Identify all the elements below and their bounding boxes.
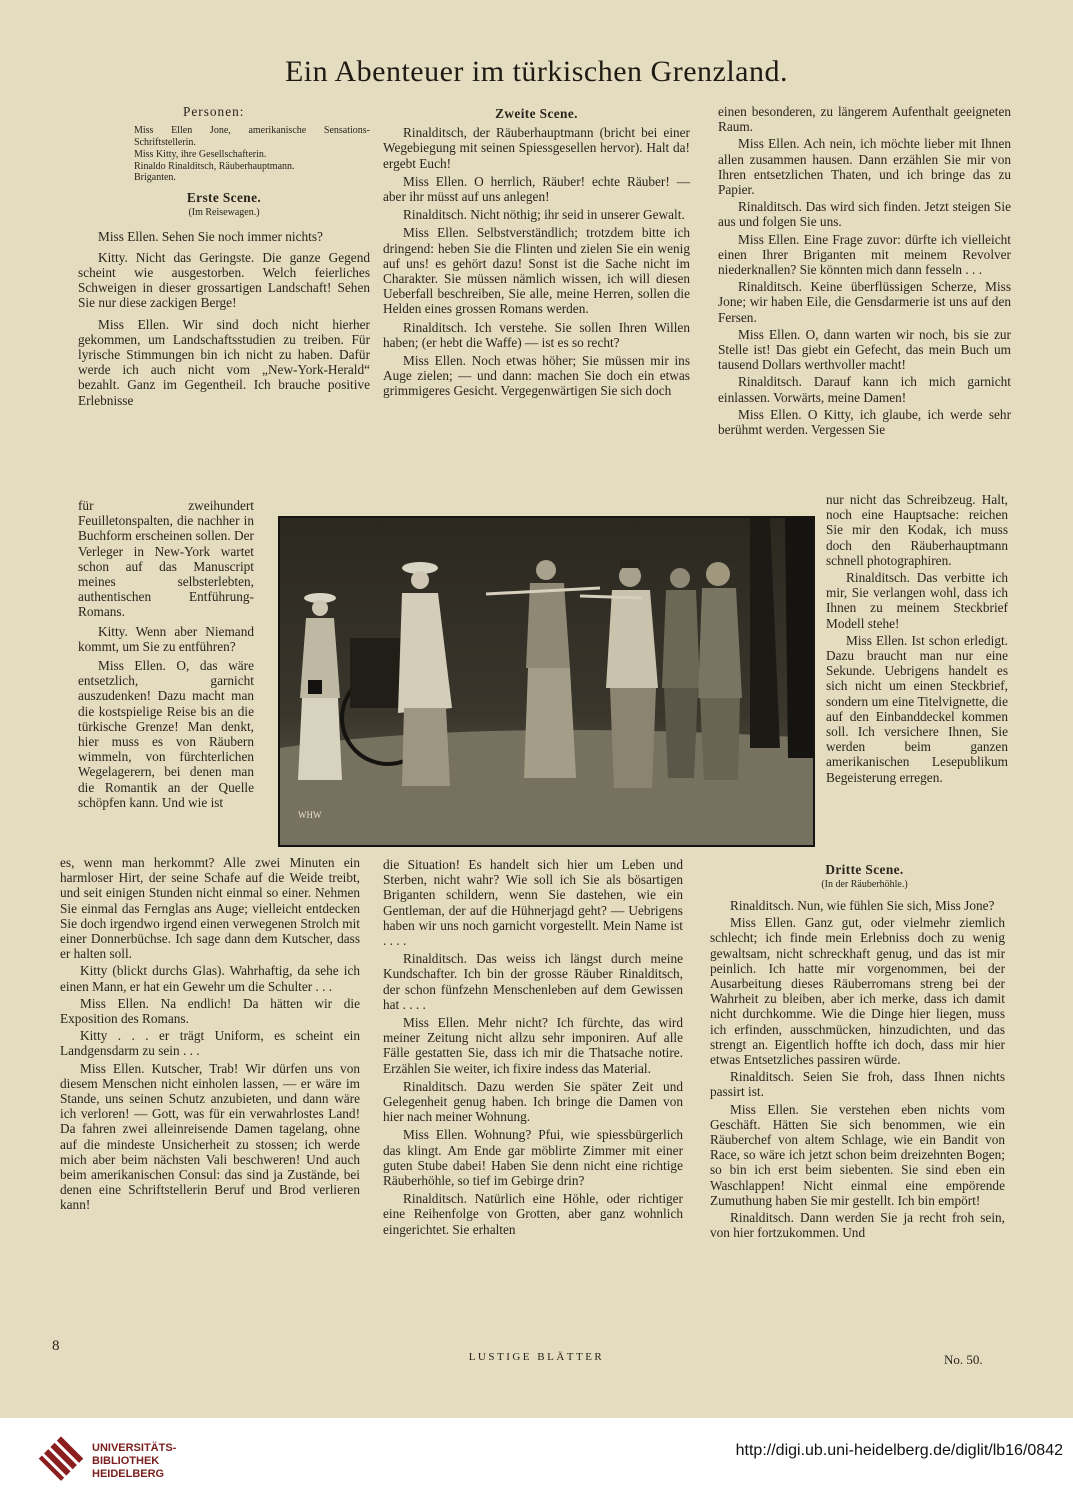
dialogue-paragraph: die Situation! Es handelt sich hier um Leben und Sterben, nicht wahr? Wie soll ich Sie als bösartigen Briganten schildern, wenn Sie dastehen, wie ein Gentleman, der auf die Hühnerjagd geht? — Uebrigens haben wir uns noch garnicht vorgestellt. Mein Name ist . . . . <box>383 857 683 949</box>
stage-direction: Rinalditsch, der Räuberhauptmann (bricht bei einer Wegebiegung mit seinen Spiessgesellen hervor). Halt da! ergebt Euch! <box>383 125 690 171</box>
page-number: 8 <box>52 1338 60 1354</box>
cast-item: Miss Ellen Jone, amerikanische Sensations-Schriftstellerin. <box>134 125 370 148</box>
scene-2-heading: Zweite Scene. <box>495 106 578 121</box>
column-2-bottom <box>383 857 683 1237</box>
dialogue-paragraph: Miss Ellen. Wir sind doch nicht hierher gekommen, um Landschaftsstudien zu treiben. Für lyrische Stimmungen bin ich nicht zu haben. Dafür werde ich auch nicht vom „New-York-Herald“ bezahlt. Ganz im Gegentheil. Ich brauche positive Erlebnisse <box>78 316 370 408</box>
figure-brigand-3 <box>698 562 742 780</box>
dialogue-paragraph: Miss Ellen. Sehen Sie noch immer nichts? <box>98 228 323 244</box>
dialogue-paragraph: Kitty. Nicht das Geringste. Die ganze Gegend scheint wie ausgestorben. Welch feierliches Schweigen in dieser grossartigen Landschaft! Sehen Sie nur diese zackigen Berge! <box>78 249 370 311</box>
dialogue-paragraph: Kitty . . . er trägt Uniform, es scheint ein Landgensdarm zu sein . . . <box>60 1028 360 1059</box>
dialogue-paragraph: Miss Ellen. Ach nein, ich möchte lieber mit Ihnen allen zusammen hausen. Dann erzählen Sie mir von Ihren entsetzlichen Thaten, und ich bringe das zu Papier. <box>718 136 1011 198</box>
dialogue-paragraph: Miss Ellen. O herrlich, Räuber! echte Räuber! — aber ihr müsst auf uns anlegen! <box>383 173 690 205</box>
dialogue-paragraph: Rinalditsch. Nun, wie fühlen Sie sich, Miss Jone? <box>730 898 995 913</box>
column-3-top <box>718 104 1011 437</box>
dialogue-paragraph: für zweihundert Feuilletonspalten, die nachher in Buchform erscheinen sollen. Der Verleger in New-York wartet schon auf das Manuscript meines selbsterlebten, authentischen Entführung-Romans. <box>78 498 254 620</box>
column-3-bottom <box>710 898 1005 1240</box>
scene-3-direction: (In der Räuberhöhle.) <box>821 879 908 891</box>
dialogue-paragraph: Miss Ellen. Eine Frage zuvor: dürfte ich vielleicht einen Ihrer Briganten mit meinem Revolver niederknallen? Sie könnten mich dann fesseln . . . <box>718 231 1011 278</box>
dialogue-paragraph: Rinalditsch. Das weiss ich längst durch meine Kundschafter. Ich bin der grosse Räuber Rinalditsch, der schon fünfzehn Menschenleben auf dem Gewissen hat . . . . <box>383 951 683 1012</box>
dialogue-paragraph: Kitty. Wenn aber Niemand kommt, um Sie zu entführen? <box>78 623 254 654</box>
scene-1-heading: Erste Scene. <box>186 190 262 206</box>
column-1-bottom <box>60 855 360 1213</box>
dialogue-paragraph: Rinalditsch. Dann werden Sie ja recht froh sein, von hier fortzukommen. Und <box>710 1210 1005 1241</box>
library-line-2: BIBLIOTHEK <box>92 1455 160 1467</box>
column-2-top <box>383 106 690 399</box>
illustration-brigands <box>278 516 815 847</box>
illustration-drawing <box>280 518 813 845</box>
dialogue-paragraph: Rinalditsch. Natürlich eine Höhle, oder richtiger eine Reihenfolge von Grotten, aber ganz wohnlich eingerichtet. Sie erhalten <box>383 1191 683 1237</box>
library-line-1: UNIVERSITÄTS- <box>92 1442 177 1454</box>
dialogue-paragraph: Miss Ellen. Na endlich! Da hätten wir die Exposition des Romans. <box>60 995 360 1027</box>
dialogue-paragraph: Rinalditsch. Darauf kann ich mich garnicht einlassen. Vorwärts, meine Damen! <box>718 374 1011 405</box>
dialogue-paragraph: Miss Ellen. Kutscher, Trab! Wir dürfen uns von diesem Menschen nicht einholen lassen, — er wäre im Stande, uns seinen Schutz anzubieten, und dann wäre ich verloren! — Gott, was für ein verwahrlostes Land! Da fahren zwei alleinreisende Damen tagelang, ohne auf die mindeste Unsicherheit zu stossen; ich werde mich aber beim nächsten Vali beschweren! Und auch beim amerikanischen Consul: das sind ja Zustände, bei denen eine Schriftstellerin Beruf und Brod verlieren kann! <box>60 1060 360 1213</box>
dialogue-paragraph: Miss Ellen. O, dann warten wir noch, bis sie zur Stelle ist! Das giebt ein Gefecht, das mein Buch um tausend Dollars werthvoller macht! <box>718 326 1011 373</box>
personen-heading: Personen: <box>183 104 245 119</box>
column-1-top <box>78 104 370 408</box>
library-name <box>92 1442 176 1481</box>
dialogue-paragraph: Miss Ellen. O Kitty, ich glaube, ich werde sehr berühmt werden. Vergessen Sie <box>718 406 1011 438</box>
dialogue-paragraph: Rinalditsch. Dazu werden Sie später Zeit und Gelegenheit genug haben. Ich bringe die Damen von hier nach meiner Wohnung. <box>383 1078 683 1125</box>
dialogue-paragraph: Kitty (blickt durchs Glas). Wahrhaftig, da sehe ich einen Mann, er hat ein Gewehr um die Schulter . . . <box>60 963 360 994</box>
article-title: Ein Abenteuer im türkischen Grenzland. <box>284 55 788 88</box>
dialogue-paragraph: Miss Ellen. Ist schon erledigt. Dazu braucht man nur eine Sekunde. Uebrigens handelt es sich nicht um einen Steckbrief, sondern um eine Titelvignette, die auf den Einbanddeckel kommen soll. Ich versichere Ihnen, Sie werden beim ganzen amerikanischen Lesepublikum Begeisterung erregen. <box>826 632 1008 785</box>
illustration-signature: WHW <box>298 810 322 820</box>
magazine-name: LUSTIGE BLÄTTER <box>468 1351 605 1363</box>
scene-3-heading: Dritte Scene. <box>825 862 904 877</box>
dialogue-paragraph: Miss Ellen. Ganz gut, oder vielmehr ziemlich schlecht; ich finde mein Erlebniss doch zu wenig gewaltsam, nicht schreckhaft genug, und das ist mir peinlich. Ich hatte mir vorgenommen, bei der Ausarbeitung dieses Räuberromans streng bei der Wahrheit zu bleiben, aber ich merke, dass ich damit nicht durchkomme. Wie die Dinge hier liegen, muss ich erfinden, ausschmücken, hinzudichten, und das strengt an. Eigentlich hoffte ich doch, dass mir hier etwas Entsetzliches passiren würde. <box>710 915 1005 1068</box>
dialogue-paragraph: Miss Ellen. Mehr nicht? Ich fürchte, das wird meiner Zeitung nicht allzu sehr imponiren. Auf alle Fälle gestatten Sie, dass ich mir die Thatsache notire. Erzählen Sie weiter, ich fixire indess das Material. <box>383 1015 683 1076</box>
dialogue-paragraph: es, wenn man herkommt? Alle zwei Minuten ein harmloser Hirt, der seine Schafe auf die Weide treibt, und seit einigen Stunden nicht einmal so einer. Nehmen Sie einmal das Fernglas ans Auge; vielleicht entdecken Sie doch irgendwo irgend einen verwegenen Strolch mit einer Donnerbüchse. Ich sage dann dem Kutscher, dass er halten soll. <box>60 855 360 962</box>
university-logo-icon <box>36 1434 86 1484</box>
dialogue-paragraph: Rinalditsch. Keine überflüssigen Scherze, Miss Jone; wir haben Eile, die Gensdarmerie ist uns auf den Fersen. <box>718 279 1011 325</box>
dialogue-paragraph: Rinalditsch. Ich verstehe. Sie sollen Ihren Willen haben; (er hebt die Waffe) — ist es so recht? <box>383 319 690 350</box>
column-3-narrow <box>826 492 1008 785</box>
library-line-3: HEIDELBERG <box>92 1468 165 1480</box>
dialogue-paragraph: Miss Ellen. Sie verstehen eben nichts vom Geschäft. Hätten Sie sich benommen, wie ein Räuberchef von altem Schlage, wie ein Bandit von Race, so wäre ich jetzt schon beim dreizehnten Bogen; so bin ich erst beim siebenten. Sie sind eben ein Waschlappen! Nicht einmal eine empörende Zumuthung haben Sie mir gestellt. Ich bin empört! <box>710 1101 1005 1208</box>
dialogue-paragraph: Rinalditsch. Das wird sich finden. Jetzt steigen Sie aus und folgen Sie uns. <box>718 199 1011 230</box>
figure-brigand-2 <box>662 568 700 778</box>
dialogue-paragraph: Rinalditsch. Seien Sie froh, dass Ihnen nichts passirt ist. <box>710 1069 1005 1100</box>
issue-number: No. 50. <box>944 1352 983 1367</box>
cast-item: Briganten. <box>134 172 176 184</box>
source-url-link[interactable]: http://digi.ub.uni-heidelberg.de/diglit/lb16/0842 <box>735 1442 1063 1459</box>
dialogue-paragraph: Miss Ellen. O, das wäre entsetzlich, garnicht auszudenken! Dazu macht man die kostspielige Reise bis an die türkische Grenze! Man denkt, hier muss es von Räubern wimmeln, von fürchterlichen Wegelagerern, bei denen man die Romantik an der Quelle schöpfen kann. Und wie ist <box>78 658 254 810</box>
dialogue-paragraph: Miss Ellen. Noch etwas höher; Sie müssen mir ins Auge zielen; — und dann: machen Sie doch ein etwas grimmigeres Gesicht. Vergegenwärtigen Sie sich doch <box>383 353 690 399</box>
column-3-scene-3 <box>718 862 1011 892</box>
dialogue-paragraph: Rinalditsch. Nicht nöthig; ihr seid in unserer Gewalt. <box>403 207 685 223</box>
column-1-narrow <box>78 498 254 810</box>
dialogue-paragraph: Rinalditsch. Das verbitte ich mir, Sie verlangen wohl, dass ich Ihnen zu meinem Steckbrief Modell stehe! <box>826 570 1008 631</box>
scene-1-direction: (Im Reisewagen.) <box>188 207 260 219</box>
dialogue-paragraph: einen besonderen, zu längerem Aufenthalt geeigneten Raum. <box>718 104 1011 135</box>
dialogue-paragraph: nur nicht das Schreibzeug. Halt, noch eine Hauptsache: reichen Sie mir den Kodak, ich muss doch den Räuberhauptmann schnell photographiren. <box>826 492 1008 568</box>
dialogue-paragraph: Miss Ellen. Selbstverständlich; trotzdem bitte ich dringend: heben Sie die Flinten und zielen Sie ein wenig auf uns! es gehört dazu! Sonst ist die Sache nicht im Charakter. Sie müssen nämlich wissen, ich will diesen Ueberfall beschreiben, Sie alle, meine Herren, sollen die Helden eines grossen Romans werden. <box>383 225 690 317</box>
cast-item: Rinaldo Rinalditsch, Räuberhauptmann. <box>134 160 295 172</box>
dialogue-paragraph: Miss Ellen. Wohnung? Pfui, wie spiessbürgerlich das klingt. Am Ende gar möblirte Zimmer mit einer guten Stube dabei! Haben Sie denn nicht eine richtige Räuberhöhle, so tief im Gebirge drin? <box>383 1127 683 1189</box>
cast-item: Miss Kitty, ihre Gesellschafterin. <box>134 148 267 160</box>
